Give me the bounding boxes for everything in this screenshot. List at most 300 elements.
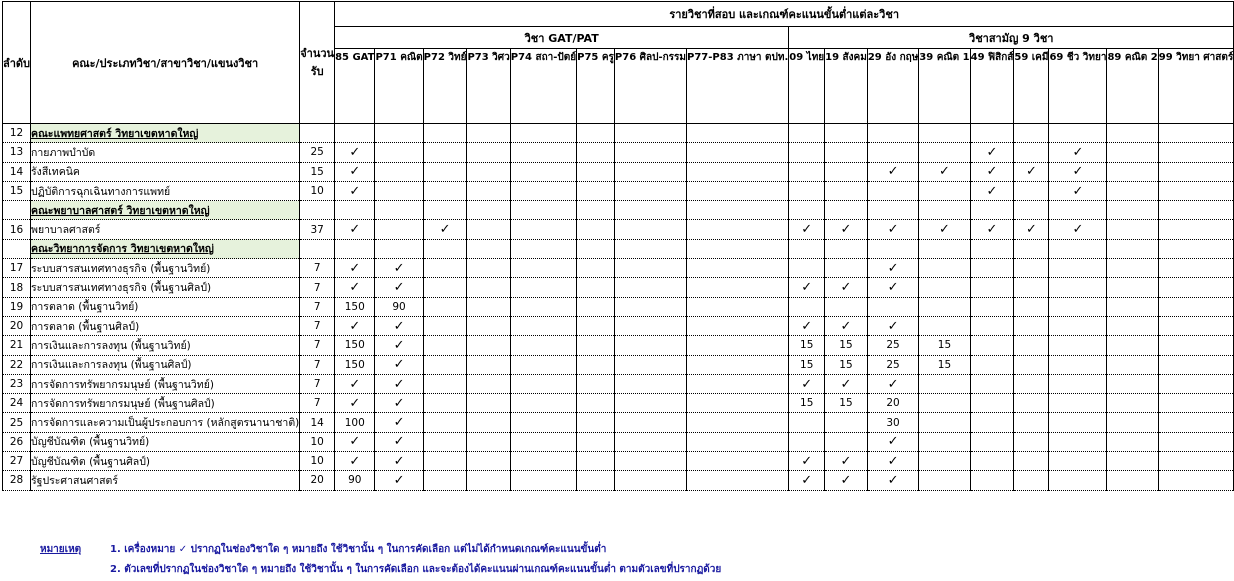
criteria-cell: 150 bbox=[335, 355, 375, 374]
row-number: 13 bbox=[3, 143, 31, 162]
table-row bbox=[3, 394, 1234, 413]
header-order: ลำดับ bbox=[3, 2, 31, 124]
capacity-value: 10 bbox=[300, 432, 335, 451]
program-name: การจัดการทรัพยากรมนุษย์ (พื้นฐานศิลป์) bbox=[31, 394, 300, 413]
table-row bbox=[3, 278, 1234, 297]
criteria-cell bbox=[687, 143, 789, 162]
capacity-value: 7 bbox=[300, 374, 335, 393]
criteria-cell: ✓ bbox=[335, 374, 375, 393]
criteria-cell bbox=[375, 220, 423, 239]
subject-header: 69 ชีว วิทยา bbox=[1049, 49, 1107, 124]
criteria-cell bbox=[1049, 432, 1107, 451]
criteria-cell bbox=[1158, 220, 1234, 239]
criteria-cell bbox=[1014, 201, 1049, 220]
note-line-2 bbox=[40, 560, 721, 580]
criteria-cell: ✓ bbox=[825, 471, 868, 490]
criteria-cell bbox=[1049, 452, 1107, 471]
criteria-cell bbox=[687, 316, 789, 335]
program-name: รัฐประศาสนศาสตร์ bbox=[31, 471, 300, 490]
criteria-cell bbox=[614, 124, 686, 143]
criteria-cell bbox=[970, 452, 1014, 471]
criteria-cell bbox=[375, 201, 423, 220]
criteria-cell bbox=[577, 394, 615, 413]
criteria-cell bbox=[510, 143, 576, 162]
criteria-cell bbox=[825, 297, 868, 316]
criteria-cell bbox=[970, 259, 1014, 278]
criteria-cell bbox=[970, 374, 1014, 393]
criteria-cell bbox=[1107, 374, 1158, 393]
program-name: การจัดการและความเป็นผู้ประกอบการ (หลักสูตรนานาชาติ) bbox=[31, 413, 300, 432]
criteria-cell: ✓ bbox=[375, 278, 423, 297]
criteria-cell bbox=[467, 162, 510, 181]
subject-header: 85 GAT bbox=[335, 49, 375, 124]
criteria-cell: 15 bbox=[789, 394, 825, 413]
criteria-cell bbox=[467, 297, 510, 316]
criteria-cell bbox=[687, 336, 789, 355]
criteria-cell bbox=[919, 413, 970, 432]
program-name: การเงินและการลงทุน (พื้นฐานวิทย์) bbox=[31, 336, 300, 355]
faculty-row bbox=[3, 124, 1234, 143]
criteria-cell: ✓ bbox=[375, 355, 423, 374]
criteria-cell bbox=[970, 355, 1014, 374]
criteria-cell bbox=[375, 181, 423, 200]
subject-header: P74 สถา-ปัตย์ bbox=[510, 49, 576, 124]
criteria-cell bbox=[1158, 452, 1234, 471]
criteria-cell bbox=[687, 355, 789, 374]
criteria-cell bbox=[423, 471, 467, 490]
criteria-cell bbox=[867, 143, 918, 162]
criteria-cell bbox=[510, 355, 576, 374]
capacity-value: 7 bbox=[300, 336, 335, 355]
subject-header: 09 ไทย bbox=[789, 49, 825, 124]
criteria-cell bbox=[467, 355, 510, 374]
criteria-cell bbox=[614, 181, 686, 200]
criteria-cell bbox=[510, 278, 576, 297]
criteria-cell bbox=[970, 278, 1014, 297]
criteria-cell: ✓ bbox=[867, 316, 918, 335]
criteria-cell bbox=[1107, 316, 1158, 335]
row-number: 23 bbox=[3, 374, 31, 393]
criteria-cell bbox=[423, 201, 467, 220]
criteria-cell bbox=[1014, 413, 1049, 432]
criteria-cell bbox=[1049, 124, 1107, 143]
criteria-cell bbox=[789, 297, 825, 316]
criteria-cell bbox=[1107, 336, 1158, 355]
subject-header: P73 วิศว bbox=[467, 49, 510, 124]
capacity-value: 7 bbox=[300, 278, 335, 297]
criteria-cell: 15 bbox=[825, 336, 868, 355]
criteria-cell bbox=[1014, 124, 1049, 143]
criteria-cell bbox=[577, 278, 615, 297]
criteria-cell: ✓ bbox=[789, 471, 825, 490]
capacity-value: 20 bbox=[300, 471, 335, 490]
criteria-cell bbox=[577, 239, 615, 258]
criteria-cell bbox=[1107, 452, 1158, 471]
faculty-name: คณะวิทยาการจัดการ วิทยาเขตหาดใหญ่ bbox=[31, 239, 300, 258]
criteria-cell bbox=[577, 181, 615, 200]
criteria-cell bbox=[1158, 201, 1234, 220]
row-number: 21 bbox=[3, 336, 31, 355]
criteria-cell: ✓ bbox=[825, 374, 868, 393]
criteria-cell bbox=[1049, 297, 1107, 316]
criteria-cell: ✓ bbox=[335, 452, 375, 471]
program-name: รังสีเทคนิค bbox=[31, 162, 300, 181]
criteria-cell bbox=[789, 201, 825, 220]
program-name: ระบบสารสนเทศทางธุรกิจ (พื้นฐานวิทย์) bbox=[31, 259, 300, 278]
criteria-cell bbox=[1049, 278, 1107, 297]
criteria-cell bbox=[919, 201, 970, 220]
criteria-cell: ✓ bbox=[970, 143, 1014, 162]
criteria-cell bbox=[1014, 181, 1049, 200]
criteria-cell: ✓ bbox=[1049, 143, 1107, 162]
criteria-cell: 20 bbox=[867, 394, 918, 413]
program-name: บัญชีบัณฑิต (พื้นฐานศิลป์) bbox=[31, 452, 300, 471]
criteria-cell bbox=[375, 239, 423, 258]
criteria-cell bbox=[467, 220, 510, 239]
criteria-cell bbox=[577, 201, 615, 220]
criteria-cell: ✓ bbox=[375, 259, 423, 278]
header-top: รายวิชาที่สอบ และเกณฑ์คะแนนขั้นต่ำแต่ละวิชา bbox=[335, 2, 1234, 27]
criteria-cell bbox=[423, 143, 467, 162]
criteria-cell: ✓ bbox=[867, 452, 918, 471]
criteria-cell bbox=[614, 220, 686, 239]
criteria-cell bbox=[1158, 316, 1234, 335]
subject-header: P72 วิทย์ bbox=[423, 49, 467, 124]
criteria-cell bbox=[577, 143, 615, 162]
criteria-cell bbox=[510, 239, 576, 258]
table-row bbox=[3, 413, 1234, 432]
criteria-cell bbox=[825, 124, 868, 143]
criteria-cell: ✓ bbox=[375, 374, 423, 393]
criteria-cell bbox=[1158, 355, 1234, 374]
criteria-cell: ✓ bbox=[375, 452, 423, 471]
criteria-cell: ✓ bbox=[335, 432, 375, 451]
criteria-cell bbox=[1014, 374, 1049, 393]
criteria-cell bbox=[825, 201, 868, 220]
table-row bbox=[3, 181, 1234, 200]
criteria-cell bbox=[1158, 239, 1234, 258]
criteria-cell bbox=[577, 471, 615, 490]
criteria-cell bbox=[1049, 413, 1107, 432]
criteria-cell bbox=[1014, 239, 1049, 258]
criteria-cell: ✓ bbox=[1049, 220, 1107, 239]
criteria-cell: ✓ bbox=[867, 432, 918, 451]
criteria-cell bbox=[467, 143, 510, 162]
capacity-value: 15 bbox=[300, 162, 335, 181]
criteria-cell bbox=[687, 201, 789, 220]
criteria-cell bbox=[577, 124, 615, 143]
program-name: ระบบสารสนเทศทางธุรกิจ (พื้นฐานศิลป์) bbox=[31, 278, 300, 297]
table-row bbox=[3, 452, 1234, 471]
criteria-cell bbox=[1158, 374, 1234, 393]
criteria-cell bbox=[614, 201, 686, 220]
note-text-2: 2. ตัวเลขที่ปรากฏในช่องวิชาใด ๆ หมายถึง ใช้วิชานั้น ๆ ในการคัดเลือก และจะต้องได้คะแนนผ่านเกณฑ์คะแนนขั้นต่ำ ตามตัวเลขที่ปรากฏด้วย bbox=[110, 564, 722, 575]
header-gatpat: วิชา GAT/PAT bbox=[335, 27, 789, 49]
criteria-cell bbox=[577, 336, 615, 355]
criteria-cell bbox=[423, 316, 467, 335]
criteria-cell bbox=[467, 336, 510, 355]
criteria-cell bbox=[1107, 297, 1158, 316]
criteria-cell bbox=[510, 452, 576, 471]
criteria-cell bbox=[789, 259, 825, 278]
criteria-cell: ✓ bbox=[867, 220, 918, 239]
criteria-cell bbox=[510, 336, 576, 355]
criteria-cell: ✓ bbox=[789, 316, 825, 335]
row-number bbox=[3, 239, 31, 258]
criteria-cell bbox=[614, 297, 686, 316]
criteria-cell bbox=[970, 297, 1014, 316]
criteria-cell bbox=[1107, 259, 1158, 278]
criteria-cell bbox=[867, 297, 918, 316]
criteria-cell bbox=[577, 413, 615, 432]
row-number: 14 bbox=[3, 162, 31, 181]
criteria-table bbox=[2, 1, 1234, 491]
criteria-cell bbox=[1107, 201, 1158, 220]
criteria-cell bbox=[1049, 355, 1107, 374]
criteria-cell bbox=[1014, 394, 1049, 413]
criteria-cell: ✓ bbox=[867, 259, 918, 278]
row-number: 20 bbox=[3, 316, 31, 335]
criteria-cell bbox=[789, 432, 825, 451]
subject-header: 49 ฟิสิกส์ bbox=[970, 49, 1014, 124]
criteria-cell bbox=[467, 278, 510, 297]
criteria-cell bbox=[614, 316, 686, 335]
note-text-1: 1. เครื่องหมาย ✓ ปรากฏในช่องวิชาใด ๆ หมายถึง ใช้วิชานั้น ๆ ในการคัดเลือก แต่ไม่ได้กำหนดเกณฑ์คะแนนขั้นต่ำ bbox=[110, 544, 607, 555]
criteria-cell bbox=[789, 124, 825, 143]
criteria-cell bbox=[423, 374, 467, 393]
criteria-cell bbox=[919, 471, 970, 490]
subject-header: 59 เคมี bbox=[1014, 49, 1049, 124]
criteria-cell bbox=[1014, 316, 1049, 335]
criteria-cell: 15 bbox=[919, 355, 970, 374]
criteria-cell: ✓ bbox=[335, 394, 375, 413]
criteria-cell: ✓ bbox=[335, 143, 375, 162]
row-number: 28 bbox=[3, 471, 31, 490]
table-row bbox=[3, 316, 1234, 335]
criteria-cell: ✓ bbox=[867, 278, 918, 297]
criteria-cell: ✓ bbox=[335, 278, 375, 297]
criteria-cell: 15 bbox=[825, 394, 868, 413]
row-number bbox=[3, 201, 31, 220]
criteria-cell bbox=[510, 432, 576, 451]
criteria-cell bbox=[1014, 452, 1049, 471]
criteria-cell bbox=[789, 239, 825, 258]
criteria-cell bbox=[467, 259, 510, 278]
criteria-cell bbox=[687, 394, 789, 413]
faculty-row bbox=[3, 201, 1234, 220]
criteria-cell bbox=[970, 432, 1014, 451]
row-number: 22 bbox=[3, 355, 31, 374]
table-row bbox=[3, 471, 1234, 490]
program-name: การตลาด (พื้นฐานศิลป์) bbox=[31, 316, 300, 335]
row-number: 12 bbox=[3, 124, 31, 143]
criteria-cell bbox=[919, 316, 970, 335]
criteria-cell bbox=[510, 374, 576, 393]
criteria-cell bbox=[919, 143, 970, 162]
criteria-cell: ✓ bbox=[919, 220, 970, 239]
criteria-cell bbox=[467, 181, 510, 200]
criteria-cell bbox=[335, 124, 375, 143]
criteria-cell bbox=[577, 162, 615, 181]
criteria-cell bbox=[825, 239, 868, 258]
subject-header: P76 ศิลป-กรรม bbox=[614, 49, 686, 124]
row-number: 27 bbox=[3, 452, 31, 471]
criteria-cell bbox=[919, 124, 970, 143]
criteria-cell bbox=[1158, 413, 1234, 432]
criteria-cell bbox=[687, 220, 789, 239]
criteria-cell bbox=[1014, 432, 1049, 451]
criteria-cell: 15 bbox=[789, 355, 825, 374]
criteria-cell bbox=[919, 394, 970, 413]
criteria-cell: ✓ bbox=[335, 316, 375, 335]
capacity-value: 7 bbox=[300, 297, 335, 316]
criteria-cell bbox=[919, 181, 970, 200]
criteria-cell bbox=[687, 471, 789, 490]
criteria-cell bbox=[423, 124, 467, 143]
criteria-cell: ✓ bbox=[867, 471, 918, 490]
capacity-value: 7 bbox=[300, 316, 335, 335]
criteria-cell bbox=[1107, 162, 1158, 181]
criteria-cell: ✓ bbox=[789, 452, 825, 471]
program-name: พยาบาลศาสตร์ bbox=[31, 220, 300, 239]
criteria-cell bbox=[1158, 471, 1234, 490]
criteria-cell bbox=[825, 259, 868, 278]
criteria-cell: ✓ bbox=[789, 374, 825, 393]
criteria-cell bbox=[467, 124, 510, 143]
criteria-cell: ✓ bbox=[335, 259, 375, 278]
criteria-cell bbox=[919, 374, 970, 393]
criteria-cell bbox=[867, 239, 918, 258]
criteria-cell bbox=[1107, 413, 1158, 432]
criteria-cell bbox=[577, 220, 615, 239]
program-name: กายภาพบำบัด bbox=[31, 143, 300, 162]
criteria-cell: ✓ bbox=[1049, 181, 1107, 200]
criteria-cell bbox=[614, 143, 686, 162]
criteria-cell bbox=[867, 201, 918, 220]
criteria-cell bbox=[577, 452, 615, 471]
criteria-cell bbox=[970, 239, 1014, 258]
criteria-cell: 25 bbox=[867, 336, 918, 355]
row-number: 24 bbox=[3, 394, 31, 413]
capacity-value bbox=[300, 201, 335, 220]
faculty-name: คณะแพทยศาสตร์ วิทยาเขตหาดใหญ่ bbox=[31, 124, 300, 143]
criteria-cell bbox=[970, 394, 1014, 413]
table-row bbox=[3, 143, 1234, 162]
criteria-cell: ✓ bbox=[375, 471, 423, 490]
criteria-cell: 30 bbox=[867, 413, 918, 432]
capacity-value bbox=[300, 124, 335, 143]
criteria-cell bbox=[1049, 336, 1107, 355]
criteria-cell bbox=[1107, 278, 1158, 297]
capacity-value: 7 bbox=[300, 355, 335, 374]
criteria-cell bbox=[510, 124, 576, 143]
criteria-cell bbox=[1049, 239, 1107, 258]
table-row bbox=[3, 220, 1234, 239]
subject-header: P71 คณิต bbox=[375, 49, 423, 124]
criteria-cell bbox=[467, 413, 510, 432]
criteria-cell: ✓ bbox=[970, 162, 1014, 181]
subject-header: P75 ครู bbox=[577, 49, 615, 124]
criteria-cell bbox=[1014, 297, 1049, 316]
criteria-cell bbox=[335, 201, 375, 220]
criteria-cell bbox=[1049, 471, 1107, 490]
criteria-cell bbox=[614, 239, 686, 258]
program-name: บัญชีบัณฑิต (พื้นฐานวิทย์) bbox=[31, 432, 300, 451]
criteria-cell bbox=[970, 471, 1014, 490]
capacity-value: 10 bbox=[300, 181, 335, 200]
criteria-cell bbox=[1049, 259, 1107, 278]
criteria-cell bbox=[423, 162, 467, 181]
criteria-cell bbox=[1158, 143, 1234, 162]
criteria-cell bbox=[614, 394, 686, 413]
criteria-cell bbox=[687, 413, 789, 432]
criteria-cell bbox=[687, 162, 789, 181]
subject-header: 99 วิทยา ศาสตร์ bbox=[1158, 49, 1234, 124]
criteria-cell bbox=[970, 336, 1014, 355]
criteria-cell: ✓ bbox=[335, 162, 375, 181]
program-name: การเงินและการลงทุน (พื้นฐานศิลป์) bbox=[31, 355, 300, 374]
criteria-cell bbox=[789, 181, 825, 200]
criteria-cell bbox=[577, 374, 615, 393]
criteria-cell bbox=[1158, 394, 1234, 413]
criteria-cell: ✓ bbox=[970, 220, 1014, 239]
faculty-name: คณะพยาบาลศาสตร์ วิทยาเขตหาดใหญ่ bbox=[31, 201, 300, 220]
criteria-cell bbox=[423, 336, 467, 355]
criteria-cell bbox=[614, 413, 686, 432]
criteria-cell bbox=[510, 297, 576, 316]
criteria-cell: 15 bbox=[919, 336, 970, 355]
criteria-cell bbox=[510, 259, 576, 278]
criteria-cell bbox=[1107, 220, 1158, 239]
criteria-cell bbox=[970, 413, 1014, 432]
criteria-cell bbox=[510, 181, 576, 200]
faculty-row bbox=[3, 239, 1234, 258]
criteria-cell bbox=[867, 124, 918, 143]
criteria-cell bbox=[1158, 297, 1234, 316]
criteria-cell bbox=[467, 316, 510, 335]
criteria-cell bbox=[467, 239, 510, 258]
subject-header: 19 สังคม bbox=[825, 49, 868, 124]
criteria-cell bbox=[919, 259, 970, 278]
table-row bbox=[3, 432, 1234, 451]
capacity-value: 14 bbox=[300, 413, 335, 432]
criteria-cell bbox=[1107, 471, 1158, 490]
criteria-cell bbox=[423, 278, 467, 297]
criteria-cell: 150 bbox=[335, 297, 375, 316]
criteria-cell bbox=[919, 432, 970, 451]
subject-header: 89 คณิต 2 bbox=[1107, 49, 1158, 124]
criteria-cell bbox=[919, 452, 970, 471]
criteria-cell bbox=[1107, 432, 1158, 451]
criteria-cell bbox=[614, 162, 686, 181]
criteria-cell bbox=[1107, 181, 1158, 200]
criteria-cell bbox=[614, 452, 686, 471]
criteria-cell bbox=[789, 143, 825, 162]
criteria-cell bbox=[1107, 394, 1158, 413]
criteria-cell: ✓ bbox=[375, 394, 423, 413]
criteria-cell bbox=[1107, 355, 1158, 374]
notes bbox=[40, 540, 721, 580]
capacity-value: 37 bbox=[300, 220, 335, 239]
criteria-cell: ✓ bbox=[423, 220, 467, 239]
criteria-cell: ✓ bbox=[825, 452, 868, 471]
subject-header: 39 คณิต 1 bbox=[919, 49, 970, 124]
criteria-cell: ✓ bbox=[375, 336, 423, 355]
program-name: ปฏิบัติการฉุกเฉินทางการแพทย์ bbox=[31, 181, 300, 200]
criteria-cell bbox=[1158, 124, 1234, 143]
criteria-cell: 150 bbox=[335, 336, 375, 355]
criteria-cell: 15 bbox=[825, 355, 868, 374]
